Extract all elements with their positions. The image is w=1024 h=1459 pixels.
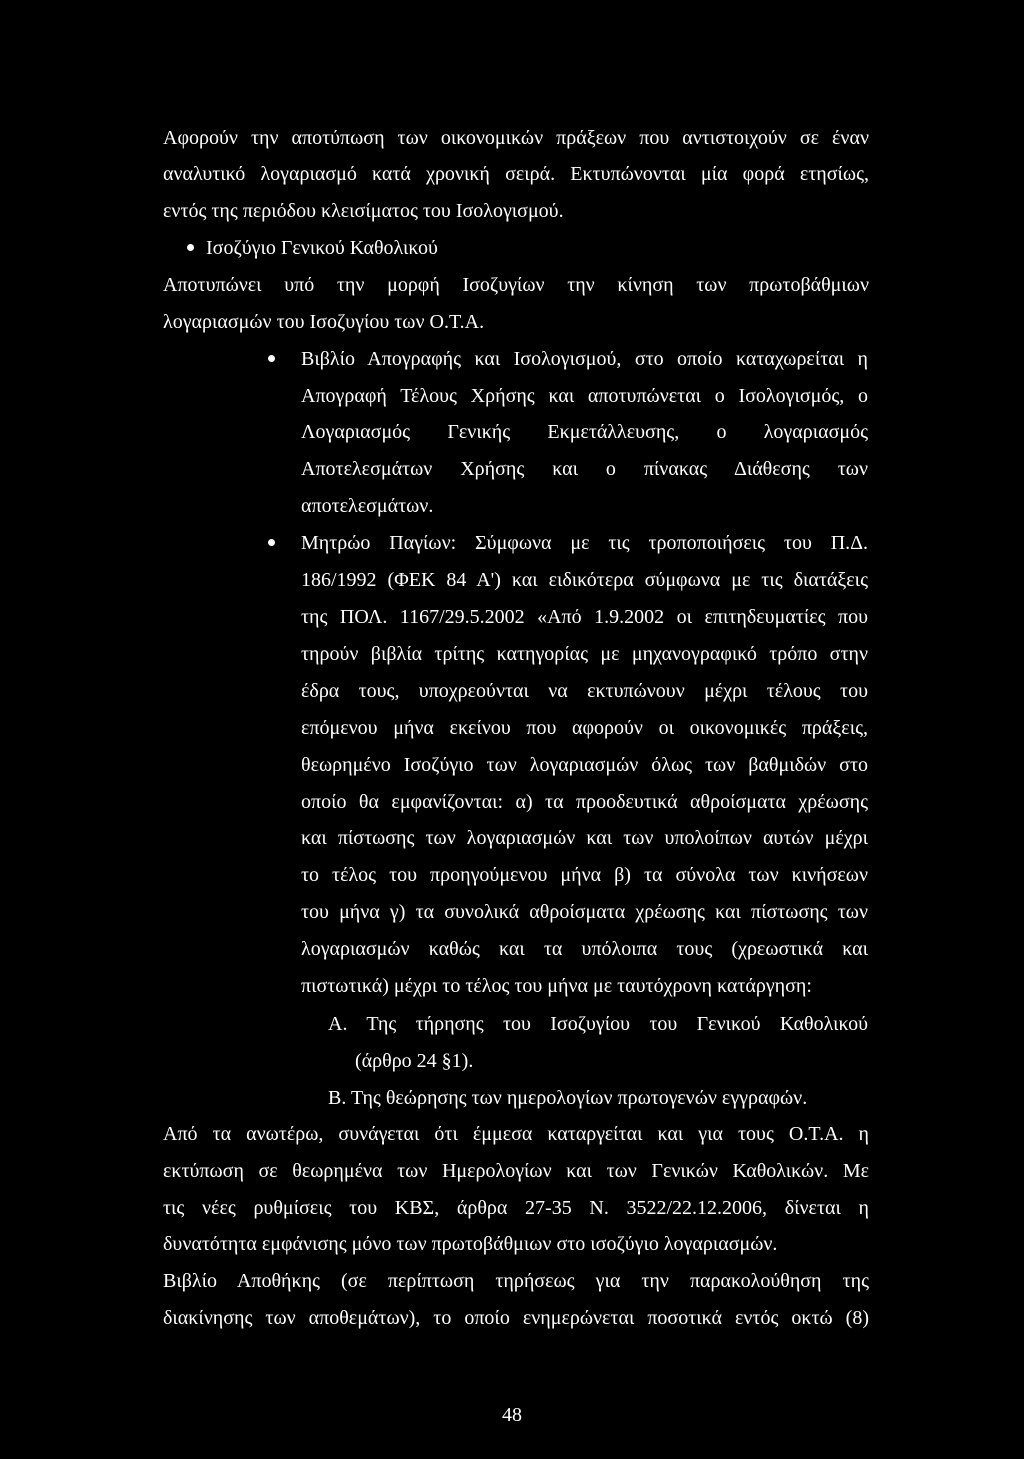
text-line-11: αποτελεσμάτων. bbox=[301, 495, 434, 517]
text-line-19: οποίο θα εμφανίζονται: α) τα προοδευτικά αθροίσματα χρέωσης bbox=[301, 791, 868, 813]
text-line-7: Βιβλίο Απογραφής και Ισολογισμού, στο οποίο καταχωρείται η bbox=[301, 348, 868, 370]
text-line-32: Βιβλίο Αποθήκης (σε περίπτωση τηρήσεως για την παρακολούθηση της bbox=[163, 1270, 869, 1292]
bullet-icon bbox=[268, 539, 275, 546]
text-line-28: Από τα ανωτέρω, συνάγεται ότι έμμεσα καταργείται και για τους Ο.Τ.Α. η bbox=[163, 1123, 869, 1145]
text-line-26: (άρθρο 24 §1). bbox=[355, 1050, 474, 1072]
text-line-29: εκτύπωση σε θεωρημένα των Ημερολογίων και των Γενικών Καθολικών. Με bbox=[163, 1160, 869, 1182]
text-line-24: πιστωτικά) μέχρι το τέλος του μήνα με ταυτόχρονη κατάργηση: bbox=[301, 975, 812, 997]
text-line-6: λογαριασμών του Ισοζυγίου των Ο.Τ.Α. bbox=[163, 311, 485, 333]
text-line-33: διακίνησης των αποθεμάτων), το οποίο ενημερώνεται ποσοτικά εντός οκτώ (8) bbox=[163, 1307, 869, 1329]
text-line-20: και πίστωσης των λογαριασμών και των υπολοίπων αυτών μέχρι bbox=[301, 827, 868, 849]
text-line-3: εντός της περιόδου κλεισίματος του Ισολογισμού. bbox=[163, 200, 564, 222]
text-line-14: της ΠΟΛ. 1167/29.5.2002 «Από 1.9.2002 οι επιτηδευματίες που bbox=[301, 606, 868, 628]
text-line-27: Β. Της θεώρησης των ημερολογίων πρωτογενών εγγραφών. bbox=[328, 1087, 808, 1109]
text-line-18: θεωρημένο Ισοζύγιο των λογαριασμών όλως των βαθμιδών στο bbox=[301, 754, 868, 776]
text-line-21: το τέλος του προηγούμενου μήνα β) τα σύνολα των κινήσεων bbox=[301, 864, 868, 886]
text-line-13: 186/1992 (ΦΕΚ 84 Α') και ειδικότερα σύμφωνα με τις διατάξεις bbox=[301, 569, 868, 591]
text-line-5: Αποτυπώνει υπό την μορφή Ισοζυγίων την κίνηση των πρωτοβάθμιων bbox=[163, 274, 869, 296]
text-line-23: λογαριασμών καθώς και τα υπόλοιπα τους (χρεωστικά και bbox=[301, 938, 868, 960]
text-line-25: Α. Της τήρησης του Ισοζυγίου του Γενικού Καθολικού bbox=[328, 1013, 868, 1035]
text-line-2: αναλυτικό λογαριασμό κατά χρονική σειρά. Εκτυπώνονται μία φορά ετησίως, bbox=[163, 163, 869, 185]
text-line-31: δυνατότητα εμφάνισης μόνο των πρωτοβάθμιων στο ισοζύγιο λογαριασμών. bbox=[163, 1233, 778, 1255]
bullet-icon bbox=[268, 355, 275, 362]
text-line-9: Λογαριασμός Γενικής Εκμετάλλευσης, ο λογαριασμός bbox=[301, 421, 868, 443]
text-line-16: έδρα τους, υποχρεούνται να εκτυπώνουν μέχρι τέλους του bbox=[301, 680, 868, 702]
text-line-15: τηρούν βιβλία τρίτης κατηγορίας με μηχανογραφικό τρόπο στην bbox=[301, 643, 868, 665]
text-line-8: Απογραφή Τέλους Χρήσης και αποτυπώνεται ο Ισολογισμός, ο bbox=[301, 385, 868, 407]
text-line-10: Αποτελεσμάτων Χρήσης και ο πίνακας Διάθεσης των bbox=[301, 458, 868, 480]
text-line-30: τις νέες ρυθμίσεις του ΚΒΣ, άρθρα 27-35 Ν. 3522/22.12.2006, δίνεται η bbox=[163, 1197, 869, 1219]
text-line-22: του μήνα γ) τα συνολικά αθροίσματα χρέωσης και πίστωσης των bbox=[301, 901, 868, 923]
text-line-1: Αφορούν την αποτύπωση των οικονομικών πράξεων που αντιστοιχούν σε έναν bbox=[163, 127, 869, 149]
bullet-icon bbox=[187, 244, 194, 251]
text-line-4: Ισοζύγιο Γενικού Καθολικού bbox=[206, 237, 438, 259]
page-number: 48 bbox=[502, 1404, 522, 1426]
text-line-12: Μητρώο Παγίων: Σύμφωνα με τις τροποποιήσεις του Π.Δ. bbox=[301, 532, 868, 554]
text-line-17: επόμενου μήνα εκείνου που αφορούν οι οικονομικές πράξεις, bbox=[301, 717, 868, 739]
